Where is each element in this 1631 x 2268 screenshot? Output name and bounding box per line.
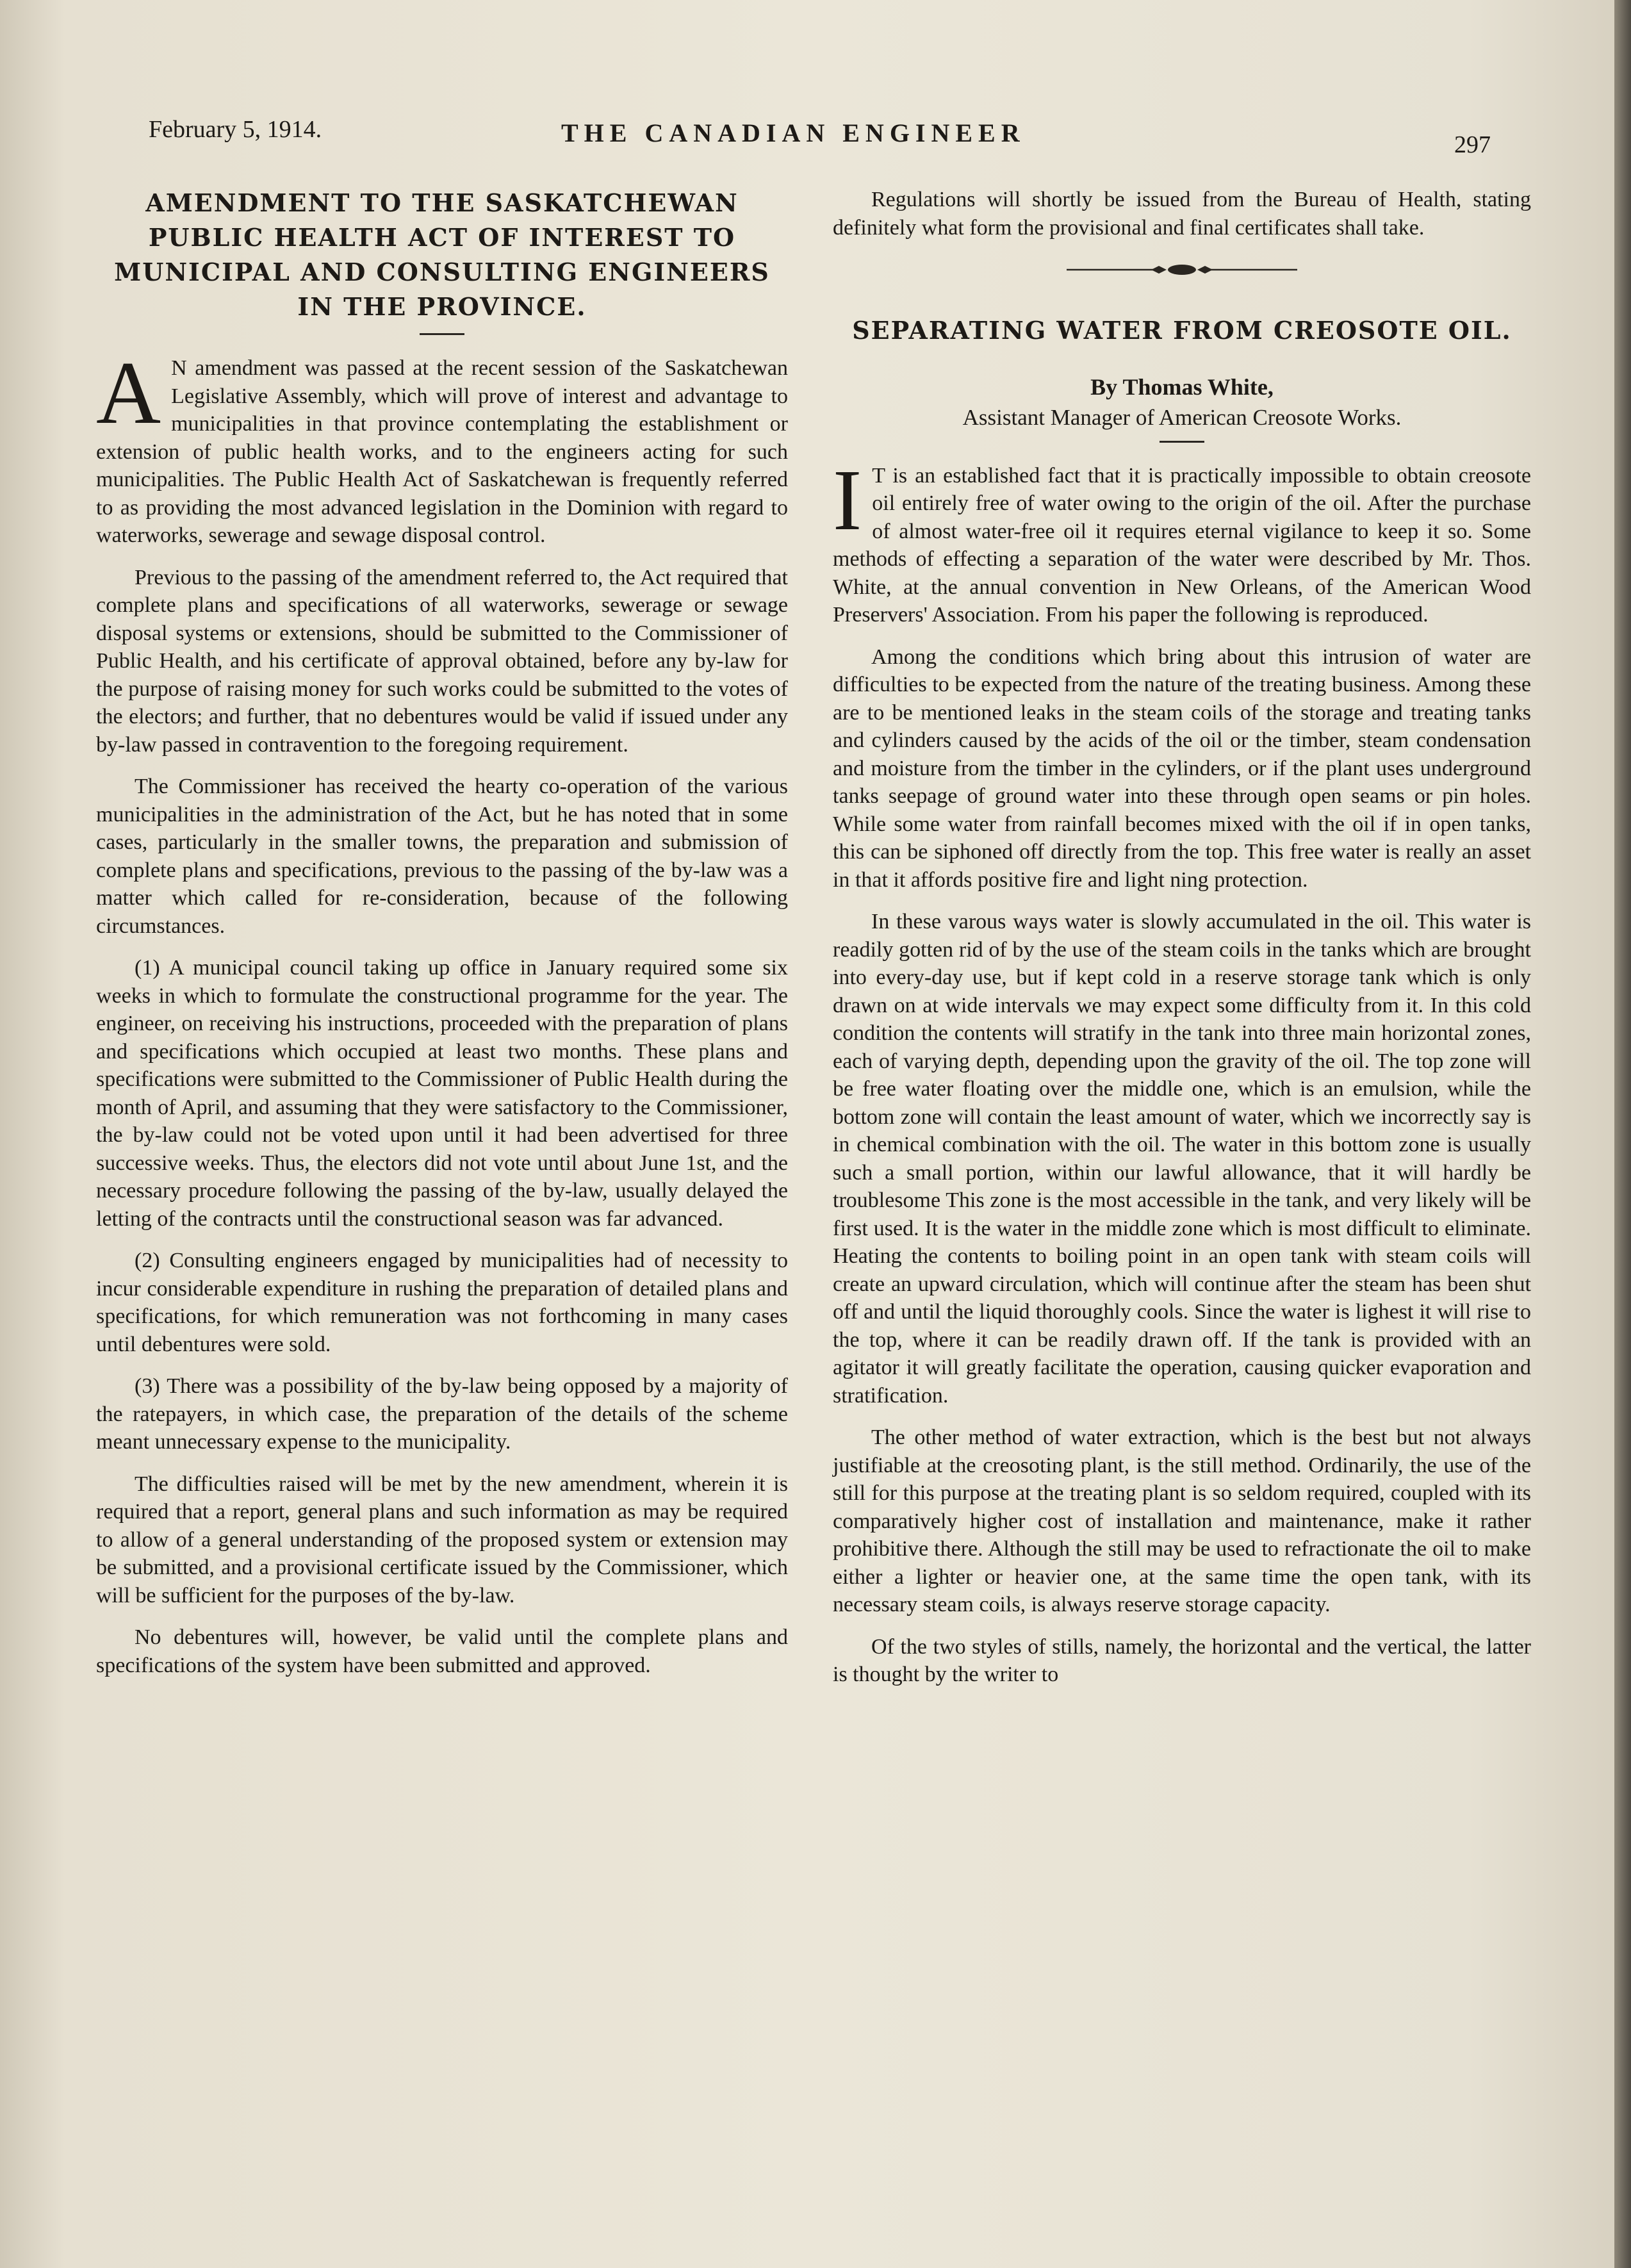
article1-paragraph: No debentures will, however, be valid until the complete plans and specifications of the system have been submitted and approved.: [96, 1625, 788, 1677]
title-rule: [420, 333, 464, 335]
right-column: [833, 186, 1531, 1703]
byline-rule: [1160, 441, 1204, 443]
page-binding-edge: [1614, 0, 1631, 2268]
journal-title: THE CANADIAN ENGINEER: [561, 119, 1026, 147]
article2-paragraph: Of the two styles of stills, namely, the horizontal and the vertical, the latter is thought by the writer to: [833, 1634, 1531, 1686]
article2-paragraph: Among the conditions which bring about this intrusion of water are difficulties to be expected from the nature of the treating business. Among these are to be mentioned leaks in the steam coils of the storage and treating tanks and cylinders caused by the acids of the oil or the timber, steam condensation and moisture from the timber in the cylinders, or if the plant uses underground tanks seepage of ground water into these through open seams or pin holes. While some water from rainfall becomes mixed with the oil if in open tanks, this can be siphoned off directly from the top. This free water is really an asset in that it affords positive fire and light ning protection.: [833, 645, 1531, 892]
article1-paragraph: Previous to the passing of the amendment referred to, the Act required that complete plans and specifications of all waterworks, sewerage or sewage disposal systems or extensions, should be submitted to the Commissioner of Public Health, and his certificate of approval obtained, before any by-law for the purpose of raising money for such works could be submitted to the votes of the electors; and further, that no debentures would be valid if issued under any by-law passed in contravention to the foregoing requirement.: [96, 565, 788, 757]
article2-intro-text: T is an established fact that it is practically impossible to obtain creosote oil entirely free of water owing to the origin of the oil. After the purchase of almost water-free oil it requires eternal vigilance to keep it so. Some methods of effecting a separation of the water were described by Mr. Thos. White, at the annual convention in New Orleans, of the American Wood Preservers' Association. From his paper the following is reproduced.: [833, 463, 1531, 627]
article1-intro: [96, 343, 788, 550]
article2-dropcap: I: [833, 452, 862, 548]
ornament-divider-icon: [1067, 263, 1297, 276]
article1-paragraph: The Commissioner has received the hearty co-operation of the various municipalities in the administration of the Act, but he has noted that in some cases, particularly in the smaller towns, the preparation and submission of complete plans and specifications, previous to the passing of the by-law was a matter which called for re-consideration, because of the following circumstances.: [96, 775, 788, 938]
issue-date: February 5, 1914.: [149, 116, 322, 143]
article1-paragraph: (3) There was a possibility of the by-law being opposed by a majority of the ratepayers, in which case, the preparation of the details of the scheme meant unnecessary expense to the municipality.: [96, 1374, 788, 1454]
article1-paragraph: The difficulties raised will be met by the new amendment, wherein it is required that a report, general plans and such information as may be required to allow of a general understanding of the proposed system or extension may be submitted, and a provisional certificate issued by the Commissioner, which will be sufficient for the purposes of the by-law.: [96, 1472, 788, 1607]
article1-closing-paragraph: Regulations will shortly be issued from the Bureau of Health, stating definitely what form the provisional and final certificates shall take.: [833, 188, 1531, 240]
article1-paragraph: (2) Consulting engineers engaged by municipalities had of necessity to incur considerable expenditure in rushing the preparation of detailed plans and specifications, for which remuneration was not forthcoming in many cases until debentures were sold.: [96, 1249, 788, 1356]
running-header: [0, 108, 1631, 159]
left-column: [96, 186, 788, 1693]
article2-paragraph: In these varous ways water is slowly accumulated in the oil. This water is readily gotten rid of by the use of the steam coils in the tanks which are brought into every-day use, but if kept cold in a reserve storage tank which is only drawn on at wide intervals we may expect some difficulty from it. In this cold condition the contents will stratify in the tank into three main horizontal zones, each of varying depth, depending upon the gravity of the oil. The top zone will be free water floating over the middle one, which is an emulsion, while the bottom zone will contain the least amount of water, which we incorrectly say is in chemical combination with the oil. The water in this bottom zone is usually such a small portion, within our lawful allowance, that it will hardly be troublesome This zone is the most accessible in the tank, and very likely will be first used. It is the water in the middle zone which is most difficult to eliminate. Heating the contents to boiling point in an open tank with steam coils will create an upward circulation, which will continue after the steam has been shut off and until the liquid thoroughly cools. Since the water is lighest it will rise to the top, where it can be readily drawn off. If the tank is provided with an agitator it will greatly facilitate the operation, causing quicker evaporation and stratification.: [833, 910, 1531, 1408]
article1-paragraph: (1) A municipal council taking up office in January required some six weeks in which to formulate the constructional programme for the year. The engineer, on receiving his instructions, proceeded with the preparation of plans and specifications which occupied at least two months. These plans and specifications were submitted to the Commissioner of Public Health during the month of April, and assuming that they were satisfactory to the Commissioner, the by-law could not be voted upon until it had been advertised for three successive weeks. Thus, the electors did not vote until about June 1st, and the necessary procedure following the passing of the by-law, usually delayed the letting of the contracts until the constructional season was far advanced.: [96, 956, 788, 1231]
article2-byline-role: Assistant Manager of American Creosote Works.: [962, 405, 1402, 430]
article1-dropcap: A: [96, 343, 161, 443]
article2-title: SEPARATING WATER FROM CREOSOTE OIL.: [852, 315, 1512, 345]
article2-byline: By Thomas White,: [1090, 374, 1274, 400]
article1-title: AMENDMENT TO THE SASKATCHEWAN PUBLIC HEALTH ACT OF INTEREST TO MUNICIPAL AND CONSULTING ENGINEERS IN THE PROVINCE.: [114, 188, 770, 321]
article2-paragraph: The other method of water extraction, which is the best but not always justifiable at the creosoting plant, is the still method. Ordinarily, the use of the still for this purpose at the treating plant is so seldom required, coupled with its comparatively higher cost of installation and maintenance, make it rather prohibitive there. Although the still may be used to refractionate the oil to make either a lighter or heavier one, at the same time the open tank, with its necessary steam coils, is always reserve storage capacity.: [833, 1426, 1531, 1616]
page-number: 297: [1454, 131, 1491, 158]
article1-intro-text: N amendment was passed at the recent session of the Saskatchewan Legislative Assembly, which will prove of interest and advantage to municipalities in that province contemplating the establishment or extension of public health works, and to the engineers acting for such municipalities. The Public Health Act of Saskatchewan is frequently referred to as providing the most advanced legislation in the Dominion with regard to waterworks, sewerage and sewage disposal control.: [96, 356, 788, 547]
article2-intro: [833, 452, 1531, 629]
section-ornament: [833, 256, 1531, 284]
